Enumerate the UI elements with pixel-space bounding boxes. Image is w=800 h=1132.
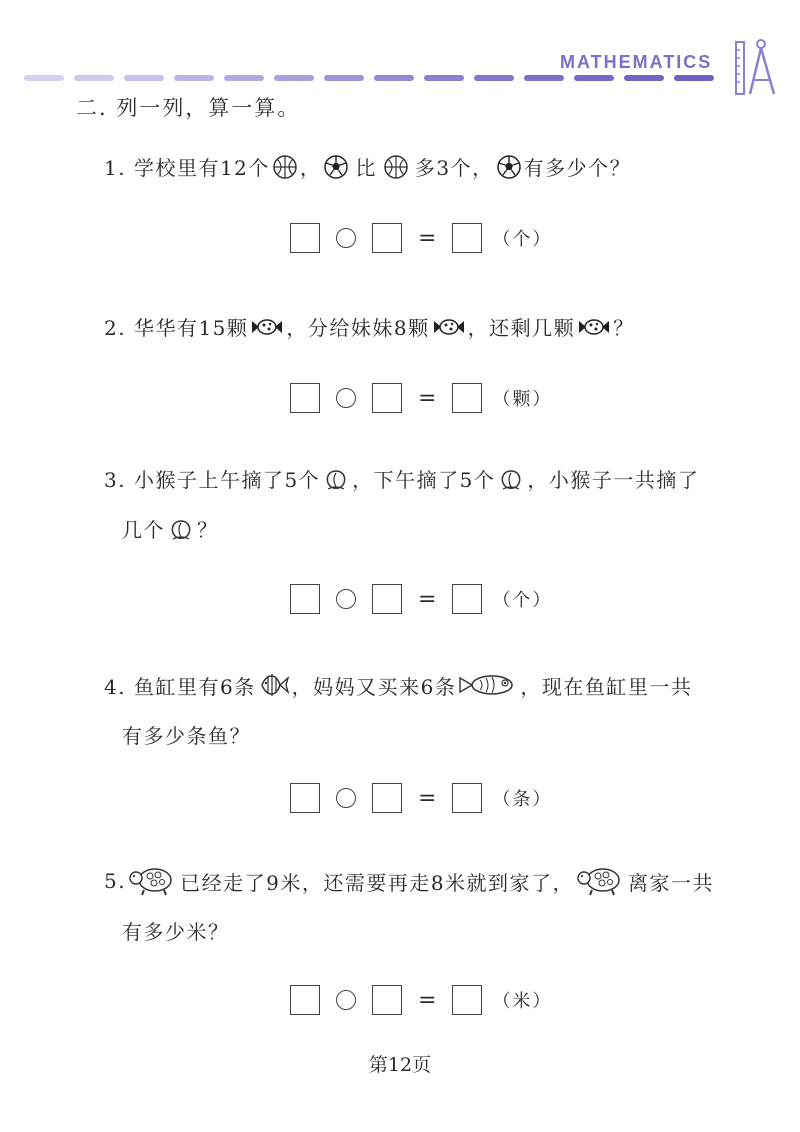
problem-text: 5. (104, 869, 127, 893)
problem-1-text (104, 152, 631, 181)
header-dash (174, 75, 214, 81)
problem-text: 2. 华华有15颗 (104, 316, 249, 340)
soccer-ball-icon (323, 154, 349, 180)
header-dash (274, 75, 314, 81)
problem-text: ， (299, 156, 322, 180)
candy-icon (577, 316, 611, 338)
header-dash-line (24, 75, 714, 81)
unit-label: （米） (492, 991, 553, 1012)
problem-text: ，分给妹妹8颗 (286, 316, 430, 340)
header-dash (424, 75, 464, 81)
soccer-ball-icon (496, 154, 522, 180)
problem-text: 有多少条鱼？ (122, 724, 251, 748)
problem-text: 有多少个？ (523, 156, 632, 180)
candy-icon (250, 316, 284, 338)
section-title: 二. 列一列，算一算。 (76, 96, 301, 120)
problem-text: ，下午摘了5个 (352, 468, 496, 492)
equals-sign: = (418, 586, 437, 612)
equals-sign: = (418, 385, 437, 411)
header-dash (24, 75, 64, 81)
basketball-icon (272, 154, 298, 180)
problem-text: ？ (197, 518, 219, 542)
answer-box[interactable] (452, 223, 482, 253)
operator-circle[interactable] (336, 589, 356, 609)
header-dash (474, 75, 514, 81)
candy-icon (432, 316, 466, 338)
answer-box[interactable] (372, 383, 402, 413)
answer-box[interactable] (372, 584, 402, 614)
problem-text: ，还剩几颗 (467, 316, 576, 340)
problem-3-text-line2 (122, 514, 219, 543)
problem-text: ，小猴子一共摘了 (527, 468, 700, 492)
answer-box[interactable] (372, 985, 402, 1015)
page-number: 第12页 (368, 1054, 432, 1076)
equals-sign: = (418, 225, 437, 251)
peach-icon (167, 515, 195, 543)
problem-text: 多3个， (414, 156, 494, 180)
problem-text: 4. 鱼缸里有6条 (104, 674, 256, 699)
problem-text: ？ (613, 316, 635, 340)
header-dash (524, 75, 564, 81)
header-dash (124, 75, 164, 81)
problem-text: 几个 (122, 518, 165, 542)
answer-box[interactable] (290, 223, 320, 253)
unit-label: （个） (492, 229, 553, 250)
goldfish-icon (458, 670, 518, 700)
angelfish-icon (258, 668, 290, 702)
answer-box[interactable] (372, 783, 402, 813)
equation-row-2 (290, 383, 552, 413)
problem-5-text-line2 (122, 916, 230, 945)
problem-text: 3. 小猴子上午摘了5个 (104, 468, 321, 492)
answer-box[interactable] (290, 584, 320, 614)
header-dash (674, 75, 714, 81)
answer-box[interactable] (452, 783, 482, 813)
equals-sign: = (418, 987, 437, 1013)
problem-2-text (104, 312, 635, 341)
compass-ruler-icon (734, 36, 778, 98)
operator-circle[interactable] (336, 228, 356, 248)
turtle-icon (576, 864, 626, 898)
basketball-icon (383, 154, 409, 180)
header-dash (74, 75, 114, 81)
operator-circle[interactable] (336, 990, 356, 1010)
problem-4-text (104, 668, 692, 702)
equation-row-4 (290, 783, 552, 813)
answer-box[interactable] (290, 783, 320, 813)
answer-box[interactable] (372, 223, 402, 253)
header-dash (574, 75, 614, 81)
problem-text: ，妈妈又买来6条 (291, 674, 457, 699)
header-dash (324, 75, 364, 81)
header-dash (624, 75, 664, 81)
problem-text: ，现在鱼缸里一共 (520, 674, 693, 699)
operator-circle[interactable] (336, 788, 356, 808)
answer-box[interactable] (290, 383, 320, 413)
problem-text: 已经走了9米，还需要再走8米就到家了， (180, 870, 575, 895)
equals-sign: = (418, 785, 437, 811)
answer-box[interactable] (290, 985, 320, 1015)
peach-icon (322, 465, 350, 493)
peach-icon (497, 465, 525, 493)
equation-row-3 (290, 584, 552, 614)
operator-circle[interactable] (336, 388, 356, 408)
problem-text: 比 (355, 156, 377, 180)
unit-label: （颗） (492, 389, 553, 410)
unit-label: （条） (492, 789, 553, 810)
header-dash (374, 75, 414, 81)
answer-box[interactable] (452, 985, 482, 1015)
problem-text: 离家一共 (628, 870, 715, 895)
brand-title: MATHEMATICS (560, 52, 713, 72)
problem-text: 1. 学校里有12个 (104, 156, 270, 180)
answer-box[interactable] (452, 383, 482, 413)
turtle-icon (128, 864, 178, 898)
header-dash (224, 75, 264, 81)
problem-3-text (104, 464, 699, 493)
problem-text: 有多少米？ (122, 920, 230, 944)
unit-label: （个） (492, 590, 553, 611)
equation-row-1 (290, 223, 552, 253)
problem-4-text-line2 (122, 720, 251, 749)
problem-5-text (104, 864, 714, 898)
answer-box[interactable] (452, 584, 482, 614)
equation-row-5 (290, 985, 552, 1015)
